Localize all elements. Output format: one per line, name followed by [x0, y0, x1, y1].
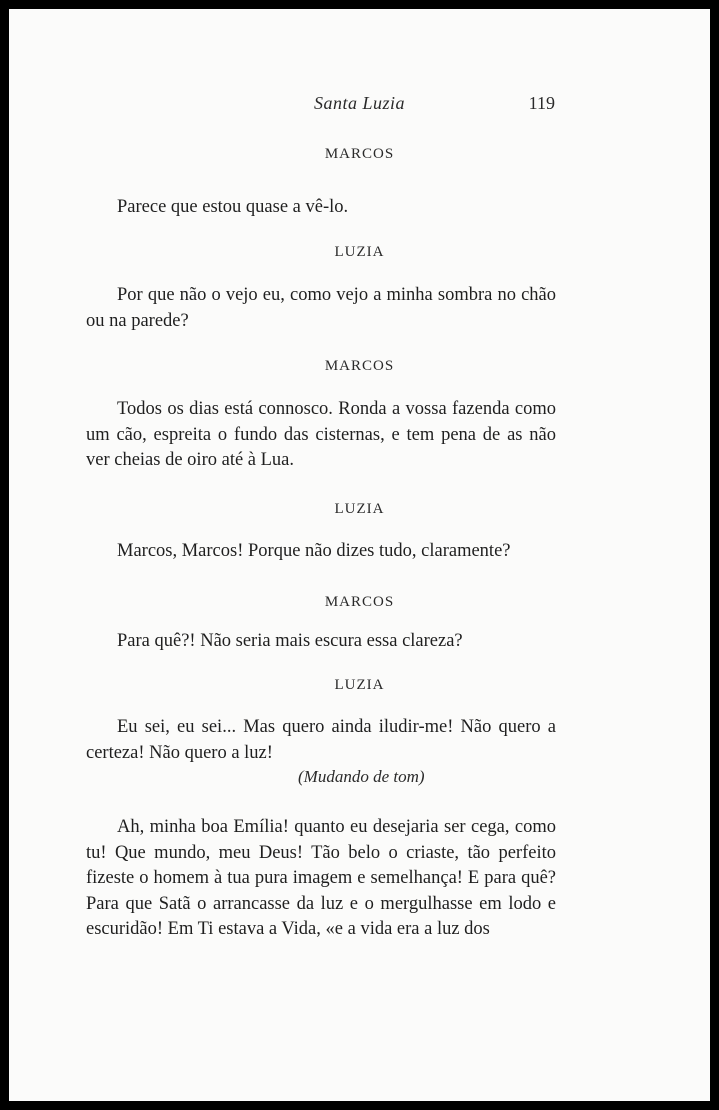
dialogue-paragraph: Ah, minha boa Emília! quanto eu desejaria ser cega, como tu! Que mundo, meu Deus! Tão belo o criaste, tão perfeito fizeste o homem à tua pura imagem e semelhança! E para quê? Para que Satã o arrancasse da luz e o mergulhasse em lodo e escuridão! Em Ti estava a Vida, «e a vida era a luz dos	[86, 817, 556, 939]
page-number: 119	[528, 93, 555, 113]
speaker-label: MARCOS	[324, 594, 395, 610]
dialogue-paragraph: Todos os dias está connosco. Ronda a vossa fazenda como um cão, espreita o fundo das cisternas, e tem pena de as não ver cheias de oiro até à Lua.	[86, 399, 556, 470]
stage-direction: (Mudando de tom)	[298, 767, 425, 786]
dialogue-paragraph: Para quê?! Não seria mais escura essa clareza?	[117, 631, 463, 651]
book-page	[9, 9, 710, 1101]
speaker-label: LUZIA	[334, 677, 385, 693]
dialogue-paragraph: Eu sei, eu sei... Mas quero ainda iludir-me! Não quero a certeza! Não quero a luz!	[86, 717, 556, 763]
running-header-title: Santa Luzia	[313, 93, 406, 113]
speaker-label: MARCOS	[324, 146, 395, 162]
dialogue-paragraph: Marcos, Marcos! Porque não dizes tudo, claramente?	[117, 541, 511, 561]
speaker-label: LUZIA	[334, 501, 385, 517]
dialogue-paragraph: Parece que estou quase a vê-lo.	[117, 197, 349, 217]
speaker-label: LUZIA	[334, 244, 385, 260]
dialogue-paragraph: Por que não o vejo eu, como vejo a minha sombra no chão ou na parede?	[86, 285, 556, 331]
speaker-label: MARCOS	[324, 358, 395, 374]
